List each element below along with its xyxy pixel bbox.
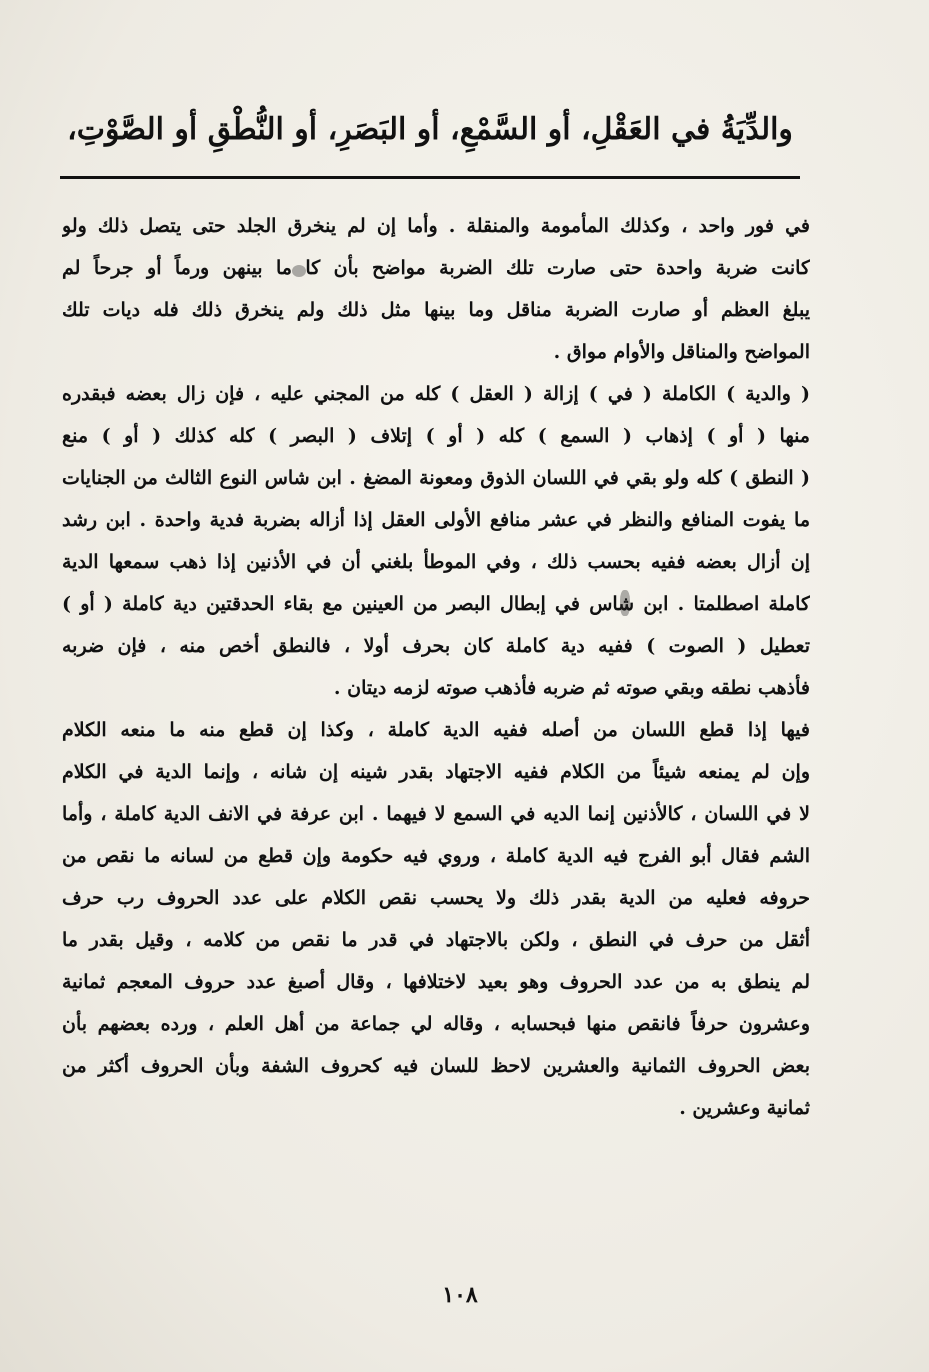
text-line: الشم فقال أبو الفرج فيه الدية كاملة ، وروي فيه حكومة وإن قطع من لسانه ما نقص من (62, 845, 810, 867)
text-line: بعض الحروف الثمانية والعشرين لاحظ للسان فيه كحروف الشفة وبأن الحروف أكثر من (62, 1055, 810, 1077)
paragraph-3 (62, 709, 810, 1129)
text-line: وإن لم يمنعه شيئاً من الكلام ففيه الاجتهاد بقدر شينه إن شانه ، وإنما الدية في الكلام (62, 761, 810, 783)
text-line: حروفه فعليه من الدية بقدر ذلك ولا يحسب نقص الكلام على عدد الحروف رب حرف (62, 887, 810, 909)
text-line: ( النطق ) كله ولو بقي في اللسان الذوق ومعونة المضغ . ابن شاس النوع الثالث من الجنايات (62, 467, 810, 489)
text-line: تعطيل ( الصوت ) ففيه دية كاملة كان بحرف أولا ، فالنطق أخص منه ، فإن ضربه (62, 635, 810, 657)
ink-blot (292, 265, 306, 277)
ink-blot (620, 590, 630, 616)
text-line: ( والدية ) الكاملة ( في ) إزالة ( العقل ) كله من المجني عليه ، فإن زال بعضه فبقدره (62, 383, 810, 405)
text-line: ثمانية وعشرين . (679, 1097, 810, 1119)
text-line: إن أزال بعضه ففيه بحسب ذلك ، وفي الموطأ بلغني أن في الأذنين إذا ذهب سمعها الدية (62, 551, 810, 573)
text-line: منها ( أو ) إذهاب ( السمع ) كله ( أو ) إتلاف ( البصر ) كله كذلك ( أو ) منع (62, 425, 810, 447)
text-line: في فور واحد ، وكذلك المأمومة والمنقلة . وأما إن لم ينخرق الجلد حتى يتصل ذلك ولو (62, 215, 810, 237)
text-line: لم ينطق به من عدد الحروف وهو بعيد لاختلافها ، وقال أصبغ عدد حروف المعجم ثمانية (62, 971, 810, 993)
text-line: كانت ضربة واحدة حتى صارت تلك الضربة مواضح بأن كا ما بينهن ورماً أو جرحاً لم (62, 257, 810, 279)
paragraph-2 (62, 373, 810, 709)
text-line: فيها إذا قطع اللسان من أصله ففيه الدية كاملة ، وكذا إن قطع منه ما منعه الكلام (62, 719, 810, 741)
text-line: وعشرون حرفاً فانقص منها فبحسابه ، وقاله لي جماعة من أهل العلم ، ورده بعضهم بأن (62, 1013, 810, 1035)
page-body (62, 205, 810, 1129)
text-line: فأذهب نطقه وبقي صوته ثم ضربه فأذهب صوته لزمه ديتان . (333, 677, 810, 699)
text-line: يبلغ العظم أو صارت الضربة مناقل وما بينها مثل ذلك ولم ينخرق ذلك فله ديات تلك (62, 299, 810, 321)
text-line: المواضح والمناقل والأوام مواق . (553, 341, 810, 363)
text-line: ما يفوت المنافع والنظر في عشر منافع الأولى العقل إذا أزاله بضربة فدية واحدة . ابن رشد (62, 509, 810, 531)
text-line: لا في اللسان ، كالأذنين إنما الديه في السمع لا فيهما . ابن عرفة في الانف الدية كاملة ، وأما (62, 803, 810, 825)
heading-rule (60, 176, 800, 179)
paragraph-1 (62, 205, 810, 373)
section-heading: والدِّيَةُ في العَقْلِ، أو السَّمْعِ، أو البَصَرِ، أو النُّطْقِ أو الصَّوْتِ، (67, 112, 793, 147)
text-line: كاملة اصطلمتا . ابن شاس في إبطال البصر من العينين مع بقاء الحدقتين دية كاملة ( أو ) (62, 593, 810, 615)
text-line: أثقل من حرف في النطق ، ولكن بالاجتهاد في قدر ما نقص من كلامه ، وقيل بقدر ما (62, 929, 810, 951)
page-number: ١٠٨ (442, 1282, 478, 1308)
